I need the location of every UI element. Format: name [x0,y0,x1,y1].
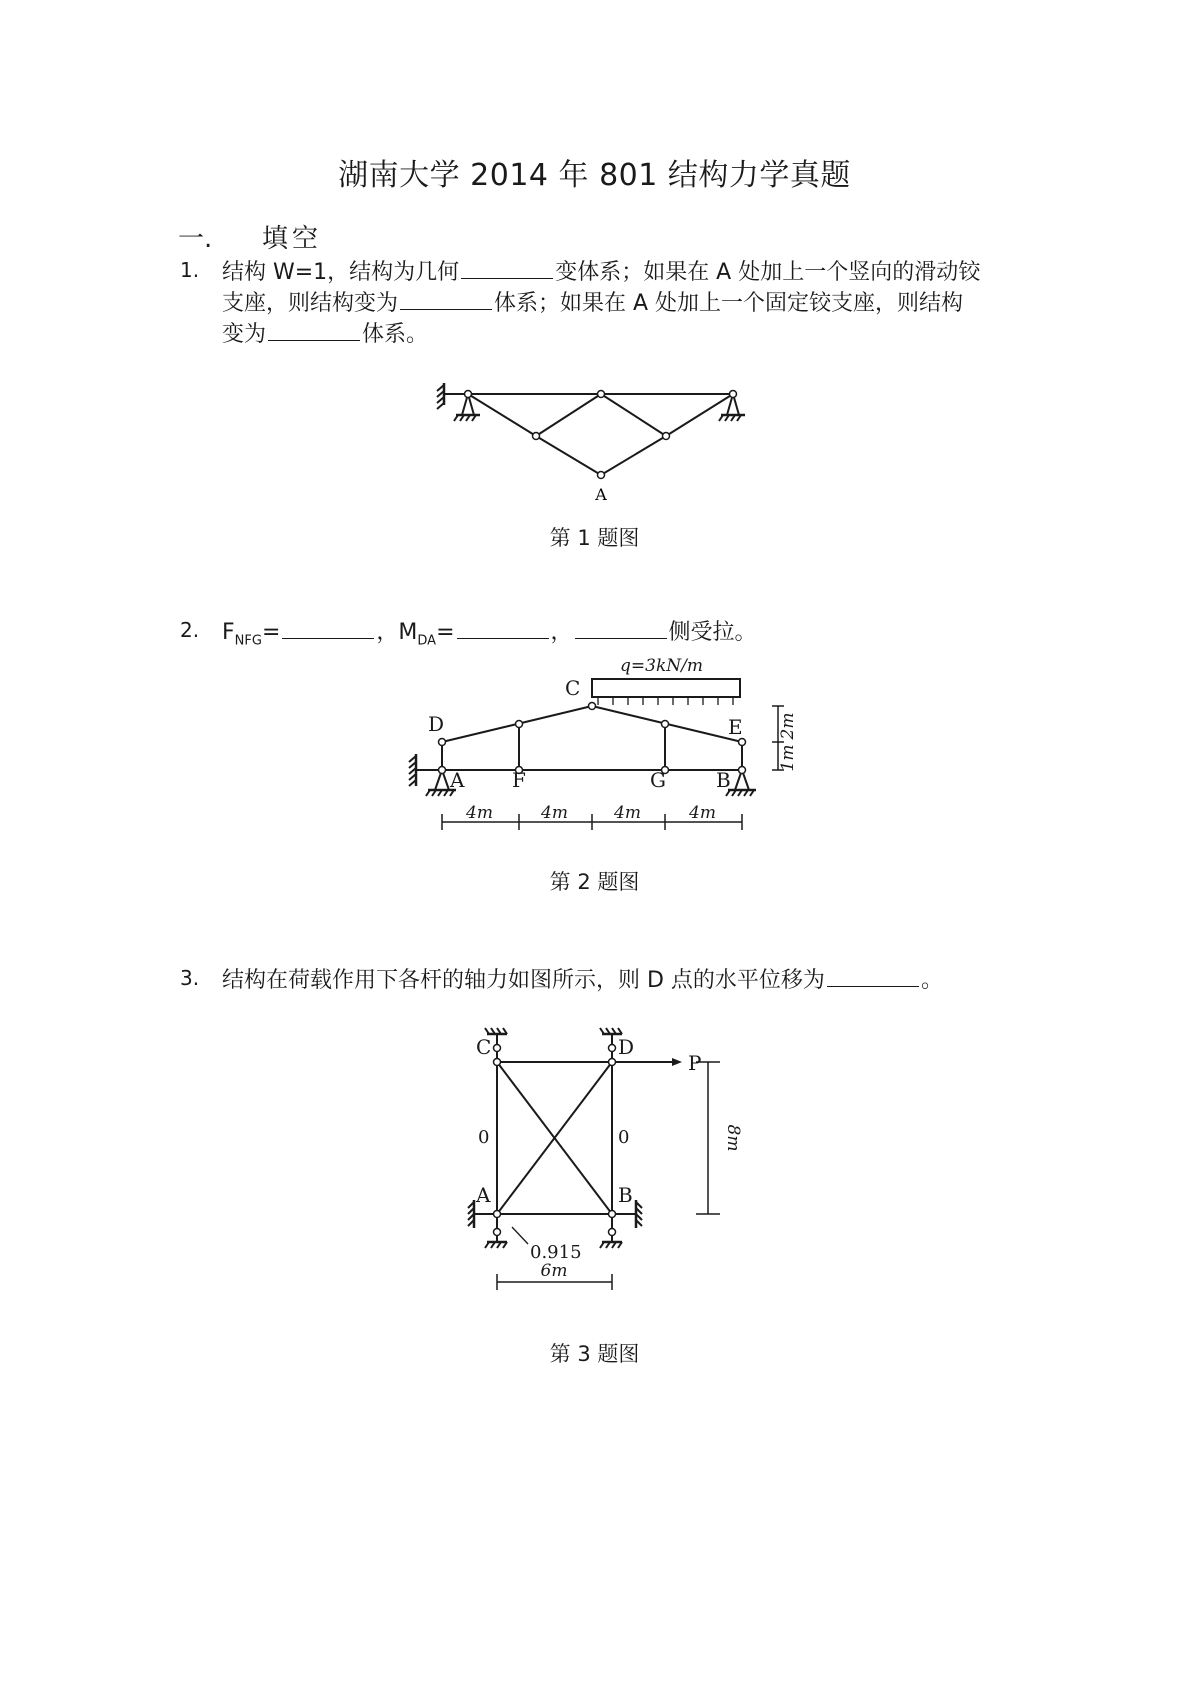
node-label-c: C [565,676,581,700]
node-label-d: D [428,712,445,736]
node-label-f: F [512,768,526,792]
question-1-number: 1. [180,258,200,282]
question-2-text: 侧受拉。 [668,620,757,645]
question-1-line-1 [222,255,980,286]
moment-symbol: M [398,620,418,645]
node-label-a: A [595,485,607,504]
question-3-number: 3. [180,966,200,990]
dimension-label-vertical: 2m [778,712,798,740]
figure-2-caption: 第 2 题图 [549,870,640,894]
dimension-label-vertical: 1m [778,744,798,772]
node-label-a: A [476,1183,491,1207]
question-1-line-3 [222,317,428,348]
dimension-label: 4m [466,803,493,823]
question-1-text: 结构 W=1，结构为几何 [222,260,460,285]
dimension-label: 4m [614,803,641,823]
answer-blank[interactable] [461,256,553,279]
answer-blank[interactable] [268,318,360,341]
node-label-e: E [728,715,743,739]
question-2-line [222,615,757,648]
question-1-text: 变体系；如果在 A 处加上一个竖向的滑动铰 [555,260,981,285]
question-1-text: 体系。 [362,322,429,347]
answer-blank[interactable] [827,964,919,987]
question-3-line [222,963,943,994]
figure-1-truss [430,375,760,510]
member-force-diagonal: 0.915 [530,1242,582,1263]
node-label-b: B [618,1183,633,1207]
dimension-label-vertical: 8m [723,1124,743,1152]
dimension-label-horizontal: 6m [540,1261,568,1281]
force-symbol: F [222,620,235,645]
section-title: 填空 [262,224,323,254]
force-subscript: NFG [234,633,262,649]
node-label-b: B [716,768,731,792]
question-2-number: 2. [180,618,200,642]
separator: ， [550,620,573,645]
question-3-text: 。 [920,968,943,993]
answer-blank[interactable] [282,616,374,639]
node-label-c: C [476,1035,492,1059]
figure-1-caption: 第 1 题图 [549,526,640,550]
equals-sign: = [436,620,455,645]
question-3-text: 结构在荷载作用下各杆的轴力如图所示，则 D 点的水平位移为 [222,968,825,993]
answer-blank[interactable] [400,287,492,310]
moment-subscript: DA [417,633,437,649]
question-1-text: 变为 [222,322,267,347]
member-force-right: 0 [618,1127,630,1148]
equals-sign: = [261,620,281,645]
page-title: 湖南大学 2014 年 801 结构力学真题 [338,158,851,193]
question-1-line-2 [222,286,963,317]
figure-3-frame [460,1020,743,1295]
figure-3-caption: 第 3 题图 [549,1342,640,1366]
node-label-g: G [650,768,666,792]
force-label-p: P [688,1051,702,1075]
load-label: q=3kN/m [620,656,703,676]
node-label-a: A [450,768,465,792]
answer-blank[interactable] [457,616,549,639]
dimension-label: 4m [689,803,716,823]
question-1-text: 体系；如果在 A 处加上一个固定铰支座，则结构 [494,291,964,316]
node-label-d: D [618,1035,635,1059]
dimension-label: 4m [541,803,568,823]
separator: ， [376,620,399,645]
question-1-text: 支座，则结构变为 [222,291,399,316]
section-number: 一. [178,224,213,254]
figure-2-frame [400,650,800,845]
member-force-left: 0 [478,1127,490,1148]
answer-blank[interactable] [575,616,667,639]
